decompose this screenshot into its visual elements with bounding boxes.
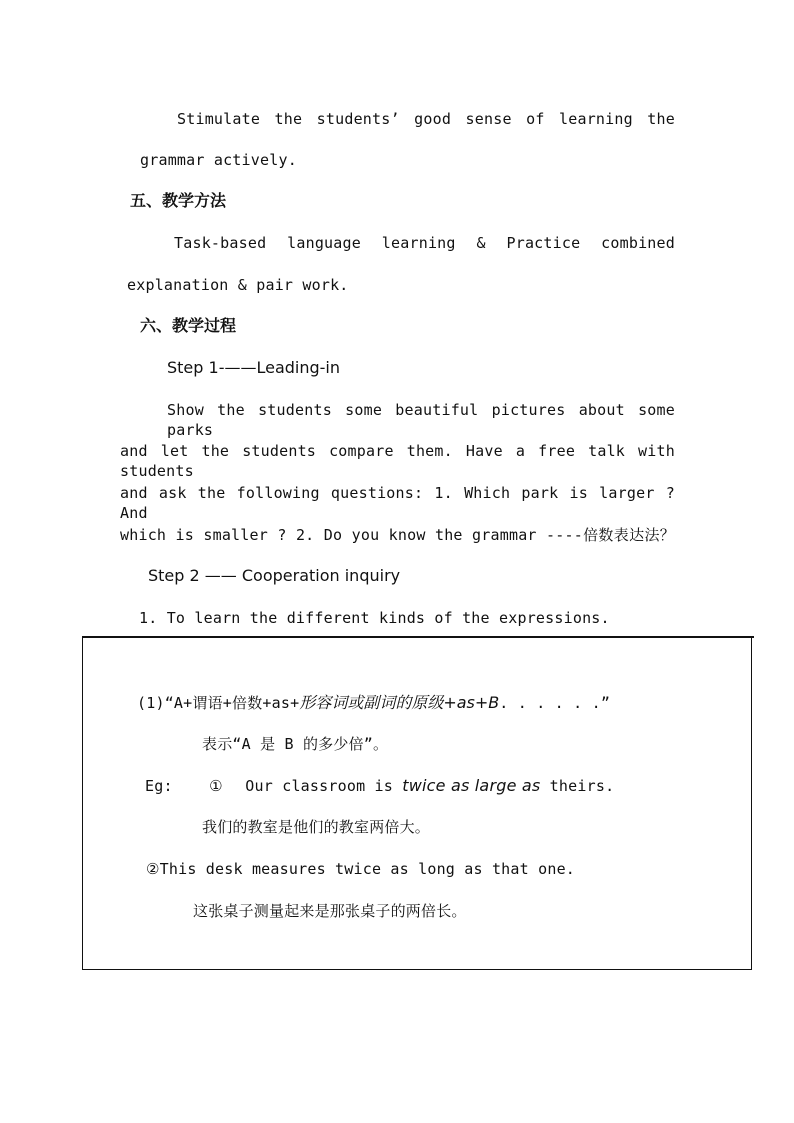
- example-1-post: theirs.: [540, 777, 615, 795]
- step-2-item-1: 1. To learn the different kinds of the expressions.: [139, 609, 610, 627]
- section-6-title: 六、教学过程: [140, 316, 237, 335]
- formula-italic: 形容词或副词的原级+as+B: [299, 693, 500, 712]
- eg-label: Eg:: [145, 777, 173, 795]
- example-1-pre: Our classroom is: [245, 777, 403, 795]
- step-1-line-1: Show the students some beautiful pictures about some parks: [167, 401, 675, 439]
- example-2-line: ②This desk measures twice as long as that one.: [146, 860, 576, 878]
- formula-line: [137, 693, 610, 713]
- example-2-translation: 这张桌子测量起来是那张桌子的两倍长。: [193, 902, 467, 920]
- section-5-line-1: Task-based language learning & Practice combined: [174, 234, 675, 252]
- example-1-translation: 我们的教室是他们的教室两倍大。: [202, 818, 431, 836]
- step-1-line-3: and ask the following questions: 1. Which park is larger ?And: [120, 484, 675, 522]
- meaning-line: 表示“A 是 B 的多少倍”。: [202, 735, 389, 753]
- step-1-line-2: and let the students compare them. Have a free talk with students: [120, 442, 675, 480]
- formula-prefix: (1)“A+谓语+倍数+as+: [137, 694, 300, 712]
- step-2-title: Step 2 —— Cooperation inquiry: [148, 566, 401, 585]
- objectives-line-2: grammar actively.: [140, 151, 297, 169]
- section-5-title: 五、教学方法: [130, 191, 227, 210]
- step-1-title: Step 1-——Leading-in: [167, 358, 341, 377]
- example-1-italic: twice as large as: [402, 776, 541, 795]
- example-1-line: [145, 776, 614, 796]
- step-1-line-4: which is smaller ? 2. Do you know the grammar ----倍数表达法？: [120, 526, 675, 544]
- section-5-line-2: explanation & pair work.: [127, 276, 349, 294]
- example-1-number: ①: [209, 777, 223, 795]
- objectives-line-1: Stimulate the students’ good sense of learning the: [177, 110, 675, 128]
- formula-suffix: . . . . . .”: [499, 694, 611, 712]
